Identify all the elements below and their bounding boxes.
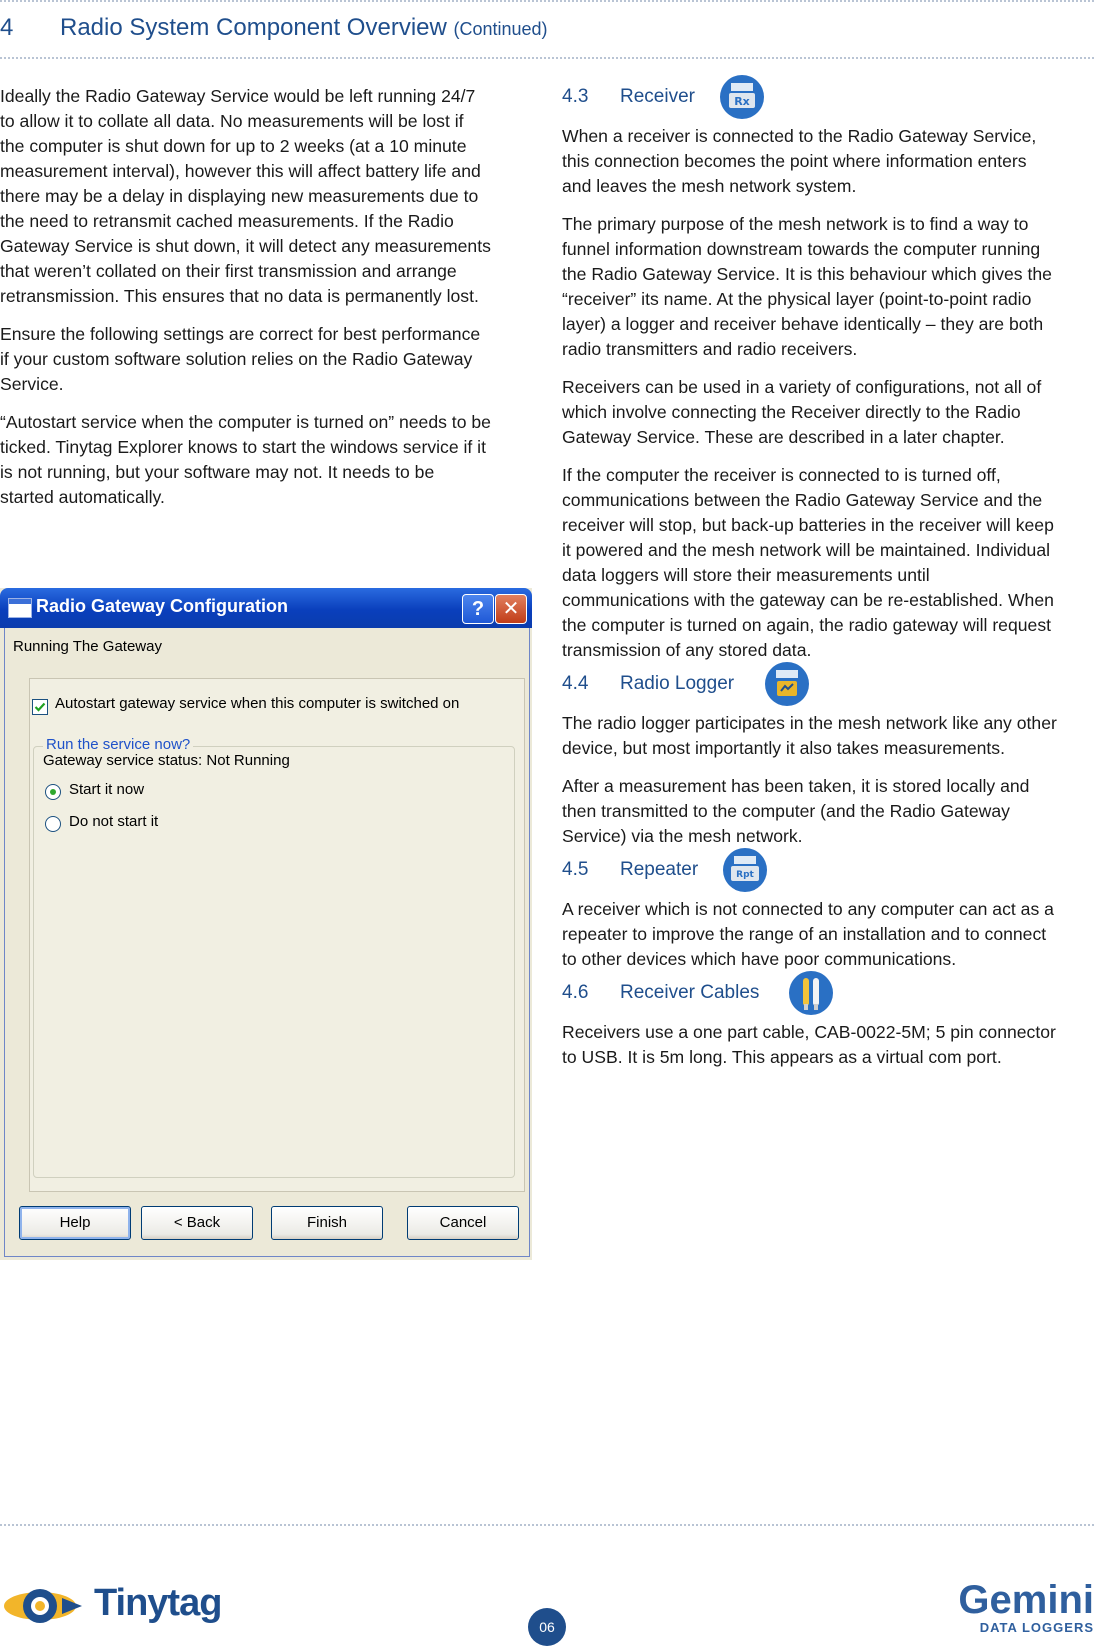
dialog-title: Radio Gateway Configuration (36, 596, 289, 616)
section-heading-receiver (562, 84, 1060, 124)
help-button[interactable]: Help (19, 1206, 131, 1240)
back-button[interactable]: < Back (141, 1206, 253, 1240)
svg-text:Rpt: Rpt (736, 870, 754, 880)
section-title: Receiver (620, 86, 695, 107)
section-heading-radio-logger (562, 671, 1060, 711)
radio-selected-dot (50, 789, 56, 795)
page-number: 06 (528, 1608, 566, 1646)
chapter-title (60, 14, 548, 42)
help-titlebar-button[interactable]: ? (462, 594, 494, 624)
autostart-paragraph: “Autostart service when the computer is turned on” needs to be ticked. Tinytag Explorer knows to start the windows service if it is not running, but your software may not. It needs to be started automatically. (0, 412, 491, 507)
section-number: 4.4 (562, 673, 589, 694)
section-number: 4.5 (562, 859, 589, 880)
radio-logger-paragraph: The radio logger participates in the mesh network like any other device, but most importantly it also takes measurements. (562, 713, 1057, 758)
receiver-cables-paragraph: Receivers use a one part cable, CAB-0022-5M; 5 pin connector to USB. It is 5m long. This appears as a virtual com port. (562, 1022, 1056, 1067)
top-divider (0, 0, 1094, 2)
receiver-paragraph: Receivers can be used in a variety of configurations, not all of which involve connecting the Receiver directly to the Radio Gateway Service. These are described in a later chapter. (562, 377, 1042, 447)
tinytag-logo (0, 1578, 240, 1634)
close-titlebar-button[interactable]: ✕ (495, 594, 527, 624)
autostart-checkbox[interactable] (32, 699, 48, 715)
section-heading-receiver-cables (562, 980, 1060, 1020)
chapter-title-text: Radio System Component Overview (60, 14, 447, 41)
service-status-text: Gateway service status: Not Running (43, 752, 290, 769)
gemini-logo (918, 1580, 1094, 1636)
window-icon (8, 598, 32, 618)
right-column (562, 84, 1060, 1083)
section-title: Receiver Cables (620, 982, 760, 1003)
do-not-start-label[interactable]: Do not start it (69, 813, 159, 830)
section-number: 4.6 (562, 982, 589, 1003)
checkmark-icon (34, 701, 46, 713)
autostart-checkbox-label[interactable]: Autostart gateway service when this computer is switched on (55, 695, 460, 712)
section-title: Radio Logger (620, 673, 735, 694)
footer-divider (0, 1524, 1094, 1526)
intro-paragraph: Ideally the Radio Gateway Service would be left running 24/7 to allow it to collate all data. No measurements will be lost if the computer is shut down for up to 2 weeks (at a 10 minute measurement interval), however this will affect battery life and there may be a delay in displaying new measurements due to the need to retransmit cached measurements. If the Radio Gateway Service is shut down, it will detect any measurements that weren’t collated on their first transmission and arrange retransmission. This ensures that no data is permanently lost. (0, 86, 491, 306)
receiver-paragraph: When a receiver is connected to the Radio Gateway Service, this connection becomes the point where information enters and leaves the mesh network system. (562, 126, 1037, 196)
section-title: Repeater (620, 859, 699, 880)
continued-label: (Continued) (453, 19, 548, 39)
gemini-wordmark: Gemini (958, 1578, 1094, 1622)
run-service-groupbox (33, 746, 515, 1178)
run-service-group-label: Run the service now? (43, 736, 193, 753)
header-divider (0, 57, 1094, 59)
tinytag-logo-mark (0, 1578, 90, 1634)
receiver-paragraph: If the computer the receiver is connected to is turned off, communications between the Radio Gateway Service and the receiver will stop, but back-up batteries in the receiver will keep it powered and the mesh network will be maintained. Individual data loggers will store their measurements until communications with the gateway can be re-established. When the computer is turned on again, the radio gateway will request transmission of any stored data. (562, 465, 1054, 660)
radio-gateway-dialog (0, 588, 532, 1260)
do-not-start-radio[interactable] (45, 816, 61, 832)
section-number: 4.3 (562, 86, 589, 107)
receiver-icon (719, 74, 765, 120)
svg-text:Rx: Rx (734, 95, 750, 108)
repeater-paragraph: A receiver which is not connected to any computer can act as a repeater to improve the range of an installation and to connect to other devices which have poor communications. (562, 899, 1054, 969)
section-heading-repeater (562, 857, 1060, 897)
start-now-label[interactable]: Start it now (69, 781, 145, 798)
radio-logger-icon (764, 661, 810, 707)
repeater-icon (722, 847, 768, 893)
receiver-paragraph: The primary purpose of the mesh network is to find a way to funnel information downstream towards the computer running the Radio Gateway Service. It is this behaviour which gives the “receiver” its name. At the physical layer (point-to-point radio layer) a logger and receiver behave identically – they are both radio transmitters and radio receivers. (562, 214, 1052, 359)
tinytag-wordmark: Tinytag (94, 1582, 222, 1624)
finish-button[interactable]: Finish (271, 1206, 383, 1240)
dialog-body (4, 628, 530, 1257)
dialog-titlebar (0, 588, 532, 628)
left-column (0, 84, 492, 523)
start-now-radio[interactable] (45, 784, 61, 800)
dialog-heading: Running The Gateway (13, 638, 162, 655)
usb-cable-icon (788, 970, 834, 1016)
cancel-button[interactable]: Cancel (407, 1206, 519, 1240)
settings-paragraph: Ensure the following settings are correct for best performance if your custom software solution relies on the Radio Gateway Service. (0, 324, 481, 394)
radio-logger-paragraph: After a measurement has been taken, it is stored locally and then transmitted to the computer (and the Radio Gateway Service) via the mesh network. (562, 776, 1030, 846)
gemini-subtitle: DATA LOGGERS (979, 1620, 1094, 1635)
chapter-number: 4 (0, 14, 14, 41)
